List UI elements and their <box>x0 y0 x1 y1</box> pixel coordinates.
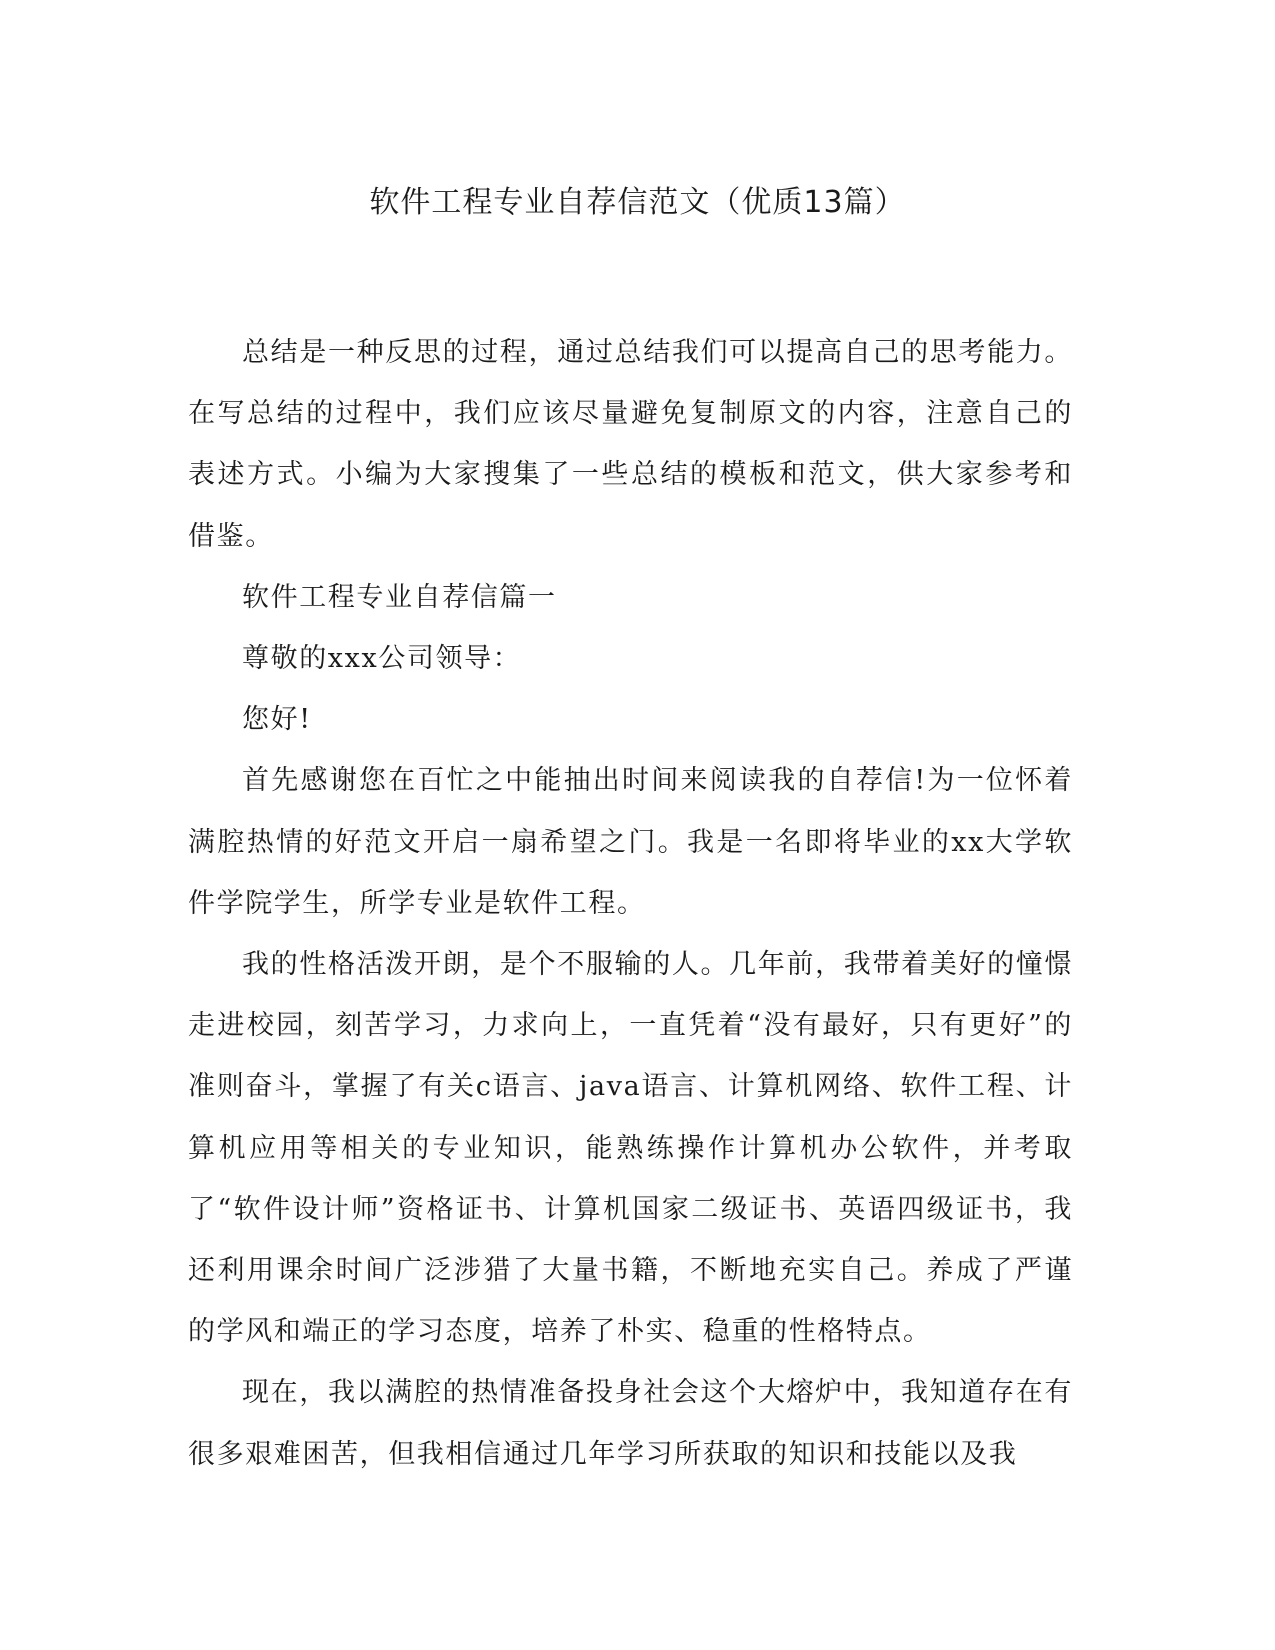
section-heading: 软件工程专业自荐信篇一 <box>242 581 557 613</box>
paragraph-intro: 总结是一种反思的过程，通过总结我们可以提高自己的思考能力。在写总结的过程中，我们应该尽量避免复制原文的内容，注意自己的表述方式。小编为大家搜集了一些总结的模板和范文，供大家参考和借鉴。 <box>188 337 1073 552</box>
paragraph-opening: 首先感谢您在百忙之中能抽出时间来阅读我的自荐信!为一位怀着满腔热情的好范文开启一扇希望之门。我是一名即将毕业的xx大学软件学院学生，所学专业是软件工程。 <box>188 765 1073 919</box>
paragraph-now: 现在，我以满腔的热情准备投身社会这个大熔炉中，我知道存在有很多艰难困苦，但我相信通过几年学习所获取的知识和技能以及我 <box>188 1377 1073 1470</box>
paragraph-personality: 我的性格活泼开朗，是个不服输的人。几年前，我带着美好的憧憬走进校园，刻苦学习，力求向上，一直凭着“没有最好，只有更好”的准则奋斗，掌握了有关c语言、java语言、计算机网络、软件工程、计算机应用等相关的专业知识，能熟练操作计算机办公软件，并考取了“软件设计师”资格证书、计算机国家二级证书、英语四级证书，我还利用课余时间广泛涉猎了大量书籍，不断地充实自己。养成了严谨的学风和端正的学习态度，培养了朴实、稳重的性格特点。 <box>188 949 1073 1348</box>
salutation: 尊敬的xxx公司领导： <box>242 643 522 675</box>
document-body <box>188 322 1073 1485</box>
document-title: 软件工程专业自荐信范文（优质13篇） <box>369 185 906 220</box>
greeting: 您好! <box>242 704 312 736</box>
